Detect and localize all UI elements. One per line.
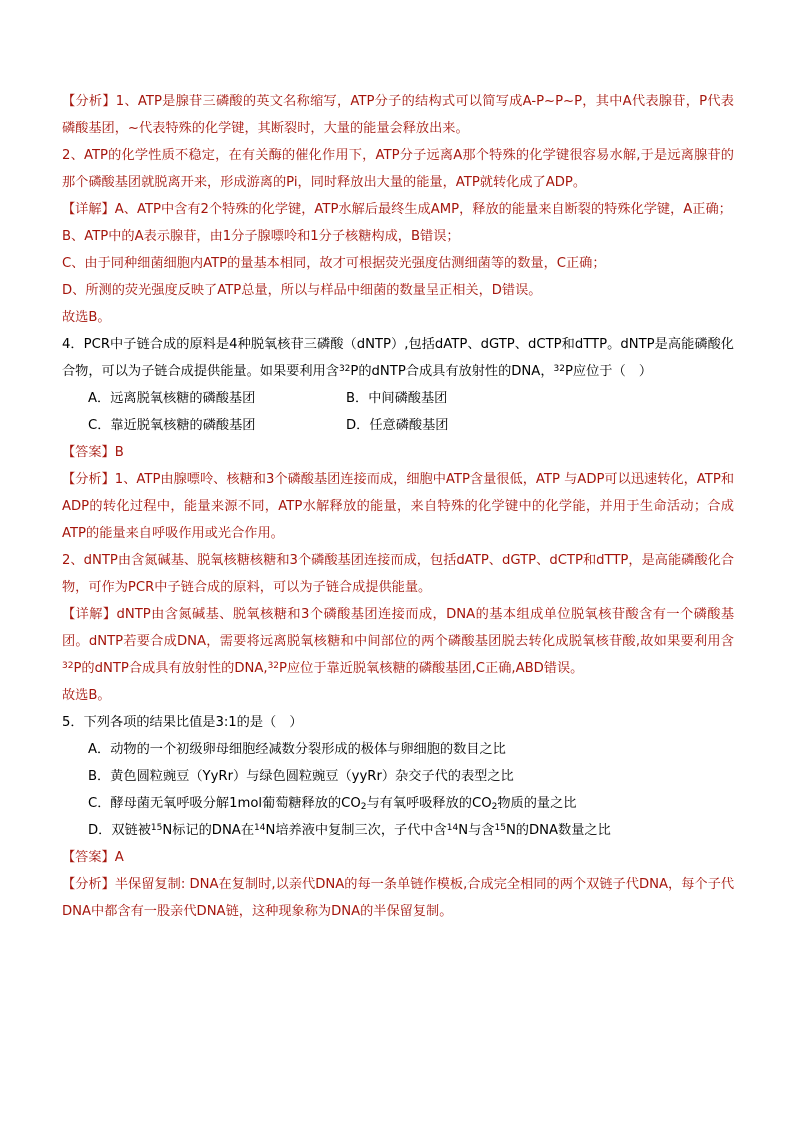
q5-option-d-sup-4: 15	[494, 823, 506, 833]
answer-tag: 【答案】	[62, 850, 115, 865]
q4-detail-part-c: P应位于靠近脱氧核糖的磷酸基团,C正确,ABD错误。	[279, 661, 584, 676]
document-content	[62, 88, 734, 925]
q5-option-d-part-4: N与含	[458, 823, 495, 838]
q4-stem-part-b: P的dNTP合成具有放射性的DNA，	[350, 364, 554, 379]
q3-analysis-1-text: 1、ATP是腺苷三磷酸的英文名称缩写，ATP分子的结构式可以简写成A-P~P~P，其中A代表腺苷，P代表磷酸基团，~代表特殊的化学键，其断裂时，大量的能量会释放出来。	[62, 94, 734, 136]
q5-option-b: B．黄色圆粒豌豆（YyRr）与绿色圆粒豌豆（yyRr）杂交子代的表型之比	[88, 769, 514, 784]
q4-conclusion: 故选B。	[62, 688, 111, 703]
q5-option-c-part-2: 与有氧呼吸释放的CO	[366, 796, 492, 811]
analysis-tag: 【分析】	[62, 877, 115, 892]
q3-detail-c: C、由于同种细菌细胞内ATP的量基本相同，故才可根据荧光强度估测细菌等的数量，C正确；	[62, 256, 606, 271]
q4-option-d: D．任意磷酸基团	[346, 418, 449, 433]
q4-stem-part-c: P应位于（ ）	[564, 364, 653, 379]
q5-option-d-sup-2: 14	[254, 823, 266, 833]
q5-option-d-part-5: N的DNA数量之比	[505, 823, 611, 838]
q3-conclusion: 故选B。	[62, 310, 111, 325]
q3-detail-a	[62, 196, 734, 223]
q4-options-row-2	[62, 412, 734, 439]
q5-option-c-part-3: 物质的量之比	[497, 796, 577, 811]
q4-options-row-1	[62, 385, 734, 412]
q3-explanation	[62, 88, 734, 331]
q5-option-d-sup-1: 15	[150, 823, 163, 833]
q3-analysis-2: 2、ATP的化学性质不稳定，在有关酶的催化作用下，ATP分子远离A那个特殊的化学键很容易水解,于是远离腺苷的那个磷酸基团就脱离开来，形成游离的Pi，同时释放出大量的能量，ATP就转化成了ADP。	[62, 148, 734, 190]
q5-option-d-part-1: D．双链被	[88, 823, 151, 838]
q5-option-d-part-2: N标记的DNA在	[162, 823, 255, 838]
q4-detail-part-a: dNTP由含氮碱基、脱氧核糖和3个磷酸基团连接而成，DNA的基本组成单位脱氧核苷酸含有一个磷酸基团。dNTP若要合成DNA，需要将远离脱氧核糖和中间部位的两个磷酸基团脱去转化成脱氧核苷酸,故如果要利用含	[62, 607, 735, 649]
q4-analysis-1-text: 1、ATP由腺嘌呤、核糖和3个磷酸基团连接而成，细胞中ATP含量很低，ATP 与ADP可以迅速转化，ATP和ADP的转化过程中，能量来源不同，ATP水解释放的能量，来自特殊的化学键中的化学能，并用于生命活动；合成ATP的能量来自呼吸作用或光合作用。	[62, 472, 735, 541]
q5-analysis-1	[62, 871, 734, 925]
q4-question	[62, 331, 734, 439]
q4-detail	[62, 601, 734, 682]
q4-explanation	[62, 439, 734, 709]
q4-stem-sup-2: 32	[553, 364, 565, 374]
q5-option-d-sup-3: 14	[446, 823, 459, 833]
q4-option-c: C．靠近脱氧核糖的磷酸基团	[88, 418, 256, 433]
q5-option-c-sub-1: 2	[360, 802, 367, 812]
q3-detail-a-text: A、ATP中含有2个特殊的化学键，ATP水解后最终生成AMP，释放的能量来自断裂的特殊化学键，A正确；	[114, 202, 732, 217]
q5-option-a: A．动物的一个初级卵母细胞经减数分裂形成的极体与卵细胞的数目之比	[88, 742, 506, 757]
q5-option-c-sub-2: 2	[491, 802, 498, 812]
q5-stem: 5．下列各项的结果比值是3:1的是（ ）	[62, 715, 303, 730]
q3-analysis-1	[62, 88, 734, 142]
q4-answer	[62, 439, 734, 466]
q4-answer-value: B	[114, 445, 124, 460]
q4-option-b: B．中间磷酸基团	[346, 391, 448, 406]
q4-stem-sup-1: 32	[338, 364, 351, 374]
q4-detail-sup-1: 32	[62, 661, 74, 671]
q5-option-c	[62, 790, 734, 817]
q4-stem-part-a: 4．PCR中子链合成的原料是4种脱氧核苷三磷酸（dNTP）,包括dATP、dGTP、dCTP和dTTP。dNTP是高能磷酸化合物，可以为子链合成提供能量。如果要利用含	[62, 337, 734, 379]
answer-tag: 【答案】	[62, 445, 115, 460]
q5-answer-value: A	[114, 850, 124, 865]
q3-detail-b: B、ATP中的A表示腺苷，由1分子腺嘌呤和1分子核糖构成，B错误；	[62, 229, 460, 244]
q5-option-c-part-1: C．酵母菌无氧呼吸分解1mol葡萄糖释放的CO	[88, 796, 361, 811]
q3-detail-d: D、所测的荧光强度反映了ATP总量，所以与样品中细菌的数量呈正相关，D错误。	[62, 283, 542, 298]
analysis-tag: 【分析】	[62, 472, 115, 487]
q5-option-d-part-3: N培养液中复制三次，子代中含	[265, 823, 447, 838]
q5-explanation	[62, 844, 734, 925]
q4-stem	[62, 331, 734, 385]
analysis-tag: 【分析】	[62, 94, 116, 109]
q5-answer	[62, 844, 734, 871]
q5-option-d	[62, 817, 734, 844]
q4-analysis-2: 2、dNTP由含氮碱基、脱氧核糖核糖和3个磷酸基团连接而成，包括dATP、dGTP、dCTP和dTTP，是高能磷酸化合物，可作为PCR中子链合成的原料，可以为子链合成提供能量。	[62, 553, 734, 595]
q4-analysis-1	[62, 466, 734, 547]
q4-detail-sup-2: 32	[267, 661, 280, 671]
q4-detail-part-b: P的dNTP合成具有放射性的DNA,	[73, 661, 268, 676]
q4-option-a: A．远离脱氧核糖的磷酸基团	[88, 391, 256, 406]
q5-analysis-1-text: 半保留复制: DNA在复制时,以亲代DNA的每一条单链作模板,合成完全相同的两个双链子代DNA，每个子代DNA中都含有一股亲代DNA链，这种现象称为DNA的半保留复制。	[62, 877, 735, 919]
detail-tag: 【详解】	[62, 202, 115, 217]
q5-question	[62, 709, 734, 844]
detail-tag: 【详解】	[62, 607, 117, 622]
